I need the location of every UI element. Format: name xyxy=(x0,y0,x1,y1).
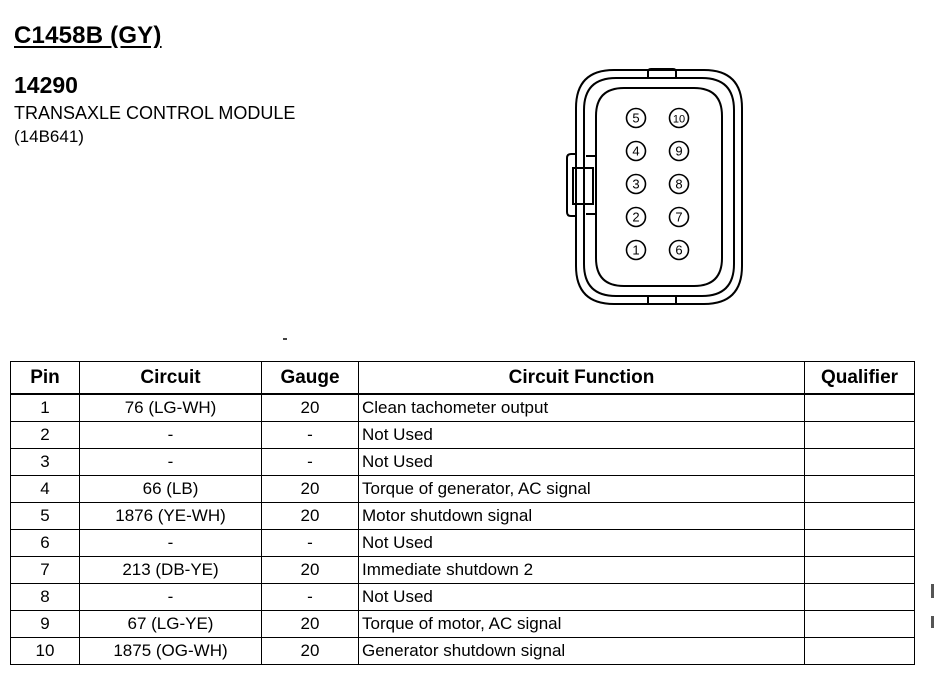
cell-gauge: 20 xyxy=(262,557,359,584)
table-row xyxy=(11,394,915,422)
cell-circuit: - xyxy=(80,584,262,611)
cell-qualifier xyxy=(805,476,915,503)
cell-qualifier xyxy=(805,611,915,638)
cell-qualifier xyxy=(805,422,915,449)
pin-number-label: 10 xyxy=(672,113,686,126)
cell-circuit-function: Not Used xyxy=(359,422,805,449)
cell-circuit: 67 (LG-YE) xyxy=(80,611,262,638)
cell-pin: 8 xyxy=(11,584,80,611)
side-latch xyxy=(567,154,576,216)
table-row xyxy=(11,530,915,557)
cell-circuit-function: Torque of generator, AC signal xyxy=(359,476,805,503)
cell-gauge: 20 xyxy=(262,503,359,530)
cell-qualifier xyxy=(805,557,915,584)
pin-number-label: 3 xyxy=(632,176,640,192)
cell-pin: 7 xyxy=(11,557,80,584)
table-row xyxy=(11,638,915,665)
column-header-pin: Pin xyxy=(11,362,80,395)
cell-circuit: - xyxy=(80,422,262,449)
pin-number-label: 1 xyxy=(632,242,640,258)
cell-qualifier xyxy=(805,530,915,557)
pin-number-label: 8 xyxy=(675,176,683,192)
cell-circuit-function: Generator shutdown signal xyxy=(359,638,805,665)
table-row xyxy=(11,503,915,530)
cell-pin: 1 xyxy=(11,394,80,422)
pin-number-label: 2 xyxy=(632,209,640,225)
cell-circuit: 1876 (YE-WH) xyxy=(80,503,262,530)
connector-face-diagram xyxy=(566,64,752,310)
cell-qualifier xyxy=(805,449,915,476)
cell-gauge: 20 xyxy=(262,638,359,665)
module-code: (14B641) xyxy=(14,127,84,146)
cell-pin: 4 xyxy=(11,476,80,503)
cell-gauge: 20 xyxy=(262,611,359,638)
pin-number-label: 4 xyxy=(632,143,640,159)
connector-cavity xyxy=(596,88,722,286)
cell-pin: 5 xyxy=(11,503,80,530)
column-header-circuit-function: Circuit Function xyxy=(359,362,805,395)
table-row xyxy=(11,611,915,638)
cell-circuit-function: Not Used xyxy=(359,449,805,476)
cell-gauge: 20 xyxy=(262,394,359,422)
cell-circuit-function: Not Used xyxy=(359,584,805,611)
cell-pin: 9 xyxy=(11,611,80,638)
table-row xyxy=(11,449,915,476)
cell-circuit: 1875 (OG-WH) xyxy=(80,638,262,665)
table-row xyxy=(11,422,915,449)
table-row xyxy=(11,557,915,584)
pin-number-label: 6 xyxy=(675,242,683,258)
cell-gauge: - xyxy=(262,584,359,611)
scan-edge-mark xyxy=(931,584,934,598)
cell-circuit: 66 (LB) xyxy=(80,476,262,503)
column-header-gauge: Gauge xyxy=(262,362,359,395)
cell-circuit-function: Motor shutdown signal xyxy=(359,503,805,530)
connector-housing-inner xyxy=(584,78,734,296)
pin-number-label: 7 xyxy=(675,209,683,225)
pin-number-label: 5 xyxy=(632,110,640,126)
cell-qualifier xyxy=(805,638,915,665)
table-row xyxy=(11,584,915,611)
cell-circuit: 76 (LG-WH) xyxy=(80,394,262,422)
scan-speck xyxy=(283,338,287,340)
scan-edge-mark xyxy=(931,616,934,628)
cell-pin: 3 xyxy=(11,449,80,476)
cell-pin: 10 xyxy=(11,638,80,665)
connector-housing-outer xyxy=(576,70,742,304)
cell-pin: 6 xyxy=(11,530,80,557)
module-name: TRANSAXLE CONTROL MODULE xyxy=(14,103,296,123)
pinout-table xyxy=(10,361,915,665)
cell-circuit-function: Clean tachometer output xyxy=(359,394,805,422)
cell-qualifier xyxy=(805,394,915,422)
column-header-circuit: Circuit xyxy=(80,362,262,395)
table-header-row xyxy=(11,362,915,395)
table-row xyxy=(11,476,915,503)
cell-gauge: 20 xyxy=(262,476,359,503)
cell-gauge: - xyxy=(262,449,359,476)
connector-id-title: C1458B (GY) xyxy=(14,22,162,49)
part-number: 14290 xyxy=(14,72,78,98)
pin-number-label: 9 xyxy=(675,143,683,159)
cell-gauge: - xyxy=(262,422,359,449)
column-header-qualifier: Qualifier xyxy=(805,362,915,395)
cell-circuit: - xyxy=(80,530,262,557)
cell-circuit-function: Torque of motor, AC signal xyxy=(359,611,805,638)
cell-qualifier xyxy=(805,503,915,530)
cell-pin: 2 xyxy=(11,422,80,449)
cell-circuit-function: Immediate shutdown 2 xyxy=(359,557,805,584)
bottom-key xyxy=(648,296,676,304)
cell-circuit: - xyxy=(80,449,262,476)
cell-gauge: - xyxy=(262,530,359,557)
cell-circuit-function: Not Used xyxy=(359,530,805,557)
cell-circuit: 213 (DB-YE) xyxy=(80,557,262,584)
cell-qualifier xyxy=(805,584,915,611)
